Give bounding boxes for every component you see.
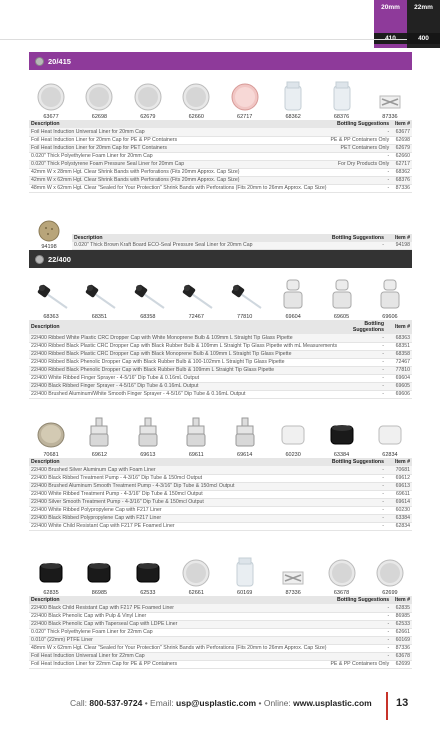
product-69613[interactable] — [128, 416, 168, 458]
product-68358[interactable] — [128, 282, 168, 320]
table-header — [29, 120, 412, 128]
product-68362[interactable] — [273, 80, 313, 120]
product-62661[interactable] — [176, 558, 216, 596]
row-description: 22/400 White Child Resistant Cap with F217 PE Foamed Liner — [29, 522, 310, 530]
dropper-icon — [33, 282, 69, 312]
row-description: Foil Heat Induction Universal Liner for 20mm Cap — [29, 128, 328, 136]
product-69611[interactable] — [176, 416, 216, 458]
row-description: 22/400 Ribbed Black Plastic CRC Dropper Cap with Black Monoprene Bulb & 109mm L Straight Tip Glass Pipette — [29, 350, 339, 358]
table-row[interactable] — [29, 644, 412, 652]
section-20-415 — [29, 52, 412, 193]
product-62660[interactable] — [176, 82, 216, 120]
row-description: 0.020" Thick Brown Kraft Board ECO-Seal Pressure Seal Liner for 20mm Cap — [72, 242, 312, 250]
tab-22mm-label: 22mm — [414, 4, 433, 11]
table-row[interactable] — [29, 604, 412, 612]
row-item-number: 69606 — [386, 390, 412, 398]
white-disc-icon — [181, 558, 211, 588]
header-description: Description — [29, 320, 339, 334]
sprayer-icon — [280, 278, 306, 312]
call-label: Call: — [70, 698, 88, 708]
table-row[interactable] — [29, 358, 412, 366]
row-item-number: 62661 — [391, 628, 412, 636]
product-table — [29, 120, 412, 193]
footer-divider — [386, 692, 388, 720]
product-code: 69605 — [333, 314, 350, 320]
product-table — [72, 234, 412, 251]
row-bottling: - — [328, 168, 391, 176]
row-item-number: 86985 — [391, 612, 412, 620]
row-bottling: - — [339, 366, 386, 374]
table-row[interactable] — [29, 390, 412, 398]
row-description: 22/400 Black Ribbed Finger Sprayer - 4-5/16" Dip Tube & 0.16mL Output — [29, 382, 339, 390]
dropper-icon — [130, 282, 166, 312]
row-bottling: - — [339, 342, 386, 350]
dropper-icon — [227, 282, 263, 312]
pump-icon — [136, 416, 160, 450]
row-bottling: - — [339, 390, 386, 398]
row-bottling: - — [328, 612, 391, 620]
row-item-number: 63678 — [391, 652, 412, 660]
product-62679[interactable] — [128, 82, 168, 120]
row-description: 22/400 Ribbed Black Plastic CRC Dropper Cap with Black Rubber Bulb & 109mm L Straight Tip Glass Pipette with mL Measurements — [31, 343, 338, 349]
product-62834[interactable] — [370, 420, 410, 458]
product-63677[interactable] — [31, 82, 71, 120]
black-cap-icon — [133, 558, 163, 588]
product-code: 72467 — [188, 314, 204, 320]
row-description: Foil Heat Induction Universal Liner for 22mm Cap — [29, 652, 328, 660]
row-item-number: 63677 — [391, 128, 412, 136]
row-item-number: 62533 — [391, 620, 412, 628]
row-description: 42mm W x 28mm Hgt. Clear Shrink Bands with Perforations (Fits 20mm Approx. Cap Size) — [29, 168, 328, 176]
product-code: 68362 — [285, 114, 301, 120]
row-description: 22/400 Black Phenolic Cap with Pulp & Vinyl Liner — [29, 612, 328, 620]
table-row[interactable] — [29, 474, 412, 482]
table-row[interactable] — [29, 152, 412, 160]
product-code: 62660 — [188, 114, 204, 120]
product-code: 62834 — [382, 452, 398, 458]
row-item-number: 69613 — [386, 482, 412, 490]
cap-icon — [35, 255, 44, 264]
white-cap-icon — [278, 420, 308, 450]
row-item-number: 72467 — [386, 358, 412, 366]
product-63384[interactable] — [322, 420, 362, 458]
row-item-number: 87336 — [391, 184, 412, 192]
table-row[interactable] — [72, 242, 412, 250]
header-description: Description — [29, 120, 328, 128]
product-code: 94198 — [41, 244, 57, 250]
table-row[interactable] — [29, 176, 412, 184]
white-disc-icon — [327, 558, 357, 588]
table-row[interactable] — [29, 514, 412, 522]
product-code: 63678 — [333, 590, 350, 596]
row-item-number: 62660 — [391, 152, 412, 160]
email-label: • Email: — [144, 698, 174, 708]
row-description: 22/400 Silver Smooth Treatment Pump - 4-3/16" Dip Tube & 150mcl Output — [29, 498, 310, 506]
table-header — [72, 234, 412, 242]
white-cap-icon — [375, 420, 405, 450]
silver-cap-icon — [36, 420, 66, 450]
row-bottling: - — [310, 506, 386, 514]
row-bottling: - — [328, 628, 391, 636]
product-code: 68358 — [140, 314, 156, 320]
product-87336[interactable] — [370, 92, 410, 120]
product-code: 62699 — [382, 590, 398, 596]
table-row[interactable] — [29, 136, 412, 144]
white-disc-icon — [375, 558, 405, 588]
product-63678[interactable] — [322, 558, 362, 596]
row-item-number: 69611 — [386, 490, 412, 498]
product-94198[interactable] — [29, 220, 69, 250]
table-row[interactable] — [29, 160, 412, 168]
table-row[interactable] — [29, 490, 412, 498]
product-69604[interactable] — [273, 278, 313, 320]
row-bottling: - — [310, 474, 386, 482]
table-row[interactable] — [29, 506, 412, 514]
header-bottling: Bottling Suggestions — [312, 234, 386, 242]
product-code: 68351 — [91, 314, 108, 320]
page-number: 13 — [396, 697, 409, 709]
printed-band-icon — [281, 568, 305, 588]
tab-22mm-finish: 400 — [407, 33, 440, 44]
table-row[interactable] — [29, 342, 412, 350]
row-bottling: PE & PP Containers Only — [330, 661, 390, 667]
row-item-number: 69605 — [386, 382, 412, 390]
product-62533[interactable] — [128, 558, 168, 596]
product-69614[interactable] — [225, 416, 265, 458]
table-row[interactable] — [29, 466, 412, 474]
product-code: 86985 — [91, 590, 108, 596]
row-description: 48mm W x 62mm Hgt. Clear "Sealed for Your Protection" Shrink Bands with Perforations (Fits 20mm to 26mm Approx. Cap Size) — [31, 185, 327, 191]
website-link[interactable]: www.usplastic.com — [293, 698, 372, 708]
row-item-number: 62835 — [391, 604, 412, 612]
product-72467[interactable] — [176, 282, 216, 320]
row-description: 22/400 Brushed Silver Aluminum Cap with Foam Liner — [29, 466, 310, 474]
header-description: Description — [72, 234, 312, 242]
table-row[interactable] — [29, 612, 412, 620]
table-header — [29, 458, 412, 466]
printed-band-icon — [378, 92, 402, 112]
product-images — [29, 414, 412, 458]
product-68376[interactable] — [322, 80, 362, 120]
row-item-number: 62834 — [386, 522, 412, 530]
row-description: 22/400 Brushed Aluminum/White Smooth Finger Sprayer - 4-5/16" Dip Tube & 0.16mL Output — [29, 390, 339, 398]
row-bottling: - — [339, 350, 386, 358]
dropper-icon — [81, 282, 117, 312]
product-62699[interactable] — [370, 558, 410, 596]
product-code: 70681 — [43, 452, 59, 458]
sprayer-icon — [377, 278, 403, 312]
product-code: 62679 — [140, 114, 156, 120]
row-bottling: - — [328, 652, 391, 660]
black-cap-icon — [36, 558, 66, 588]
row-bottling: - — [310, 466, 386, 474]
row-item-number: 68363 — [386, 334, 412, 342]
row-bottling: - — [328, 604, 391, 612]
row-description: 0.020" Thick Polystyrene Foam Pressure Seal Liner for 20mm Cap — [29, 160, 328, 168]
row-description: 22/400 Ribbed White Plastic CRC Dropper Cap with White Monoprene Bulb & 109mm L Straight Tip Glass Pipette — [29, 334, 339, 342]
row-bottling: For Dry Products Only — [328, 160, 391, 168]
product-code: 69604 — [285, 314, 301, 320]
table-row[interactable] — [29, 652, 412, 660]
product-code: 69612 — [91, 452, 108, 458]
row-description: Foil Heat Induction Liner for 22mm Cap for PE & PP Containers — [29, 660, 328, 668]
tab-20mm-label: 20mm — [381, 4, 400, 11]
table-row[interactable] — [29, 168, 412, 176]
row-item-number: 77810 — [386, 366, 412, 374]
table-row[interactable] — [29, 184, 412, 192]
product-code: 77810 — [237, 314, 253, 320]
product-code: 63384 — [333, 452, 350, 458]
tab-22mm[interactable] — [407, 0, 440, 48]
row-bottling: - — [328, 128, 391, 136]
product-code: 60169 — [237, 590, 253, 596]
row-description: 22/400 Black Ribbed Treatment Pump - 4-3/16" Dip Tube & 150mcl Output — [29, 474, 310, 482]
row-bottling: - — [310, 482, 386, 490]
row-bottling: - — [328, 620, 391, 628]
table-row[interactable] — [29, 498, 412, 506]
header-item: Item # — [391, 120, 412, 128]
product-code: 68363 — [43, 314, 59, 320]
table-row[interactable] — [29, 482, 412, 490]
row-description: 22/400 Black Phenolic Cap with Taperseal Cap with LDPE Liner — [29, 620, 328, 628]
header-description: Description — [29, 596, 328, 604]
table-row[interactable] — [29, 144, 412, 152]
table-row[interactable] — [29, 128, 412, 136]
product-table — [29, 320, 412, 399]
product-code: 69606 — [382, 314, 398, 320]
table-row[interactable] — [29, 374, 412, 382]
product-60169[interactable] — [225, 556, 265, 596]
white-disc-icon — [181, 82, 211, 112]
row-item-number: 69614 — [386, 498, 412, 506]
row-item-number: 60230 — [386, 506, 412, 514]
contact-line — [70, 698, 372, 708]
product-69605[interactable] — [322, 278, 362, 320]
table-header — [29, 320, 412, 334]
table-row[interactable] — [29, 522, 412, 530]
row-description: 22/400 Black Ribbed Polypropylene Cap with F217 Liner — [29, 514, 310, 522]
pump-icon — [87, 416, 111, 450]
row-item-number: 69612 — [386, 474, 412, 482]
row-item-number: 68362 — [391, 168, 412, 176]
row-bottling: - — [328, 644, 391, 652]
dropper-icon — [178, 282, 214, 312]
row-description: 22/400 White Ribbed Polypropylene Cap with F217 Liner — [29, 506, 310, 514]
row-item-number: 60169 — [391, 636, 412, 644]
product-70681[interactable] — [31, 420, 71, 458]
table-row[interactable] — [29, 350, 412, 358]
product-62698[interactable] — [79, 82, 119, 120]
product-code: 69611 — [188, 452, 204, 458]
row-bottling: - — [312, 242, 386, 250]
row-description: 22/400 White Ribbed Treatment Pump - 4-3/16" Dip Tube & 150mcl Output — [29, 490, 310, 498]
email-link[interactable]: usp@usplastic.com — [176, 698, 257, 708]
section-22-400-caps — [29, 552, 412, 669]
product-code: 69614 — [237, 452, 253, 458]
header-bottling: Bottling Suggestions — [328, 596, 391, 604]
row-description: 22/400 Black Child Resistant Cap with F217 PE Foamed Liner — [29, 604, 328, 612]
row-description: 22/400 Ribbed Black Phenolic Dropper Cap with Black Rubber Bulb & 109mm L Straight Tip Glass Pipette — [29, 366, 339, 374]
header-item: Item # — [386, 320, 412, 334]
row-description: 22/400 Ribbed Black Phenolic Dropper Cap with Black Rubber Bulb & 100-102mm L Straight Tip Glass Pipette — [29, 358, 339, 366]
row-description: 48mm W x 62mm Hgt. Clear "Sealed for Your Protection" Shrink Bands with Perforations (Fits 20mm to 26mm Approx. Cap Size) — [31, 645, 327, 651]
row-description: 42mm W x 62mm Hgt. Clear Shrink Bands with Perforations (Fits 20mm Approx. Cap Size) — [29, 176, 328, 184]
product-code: 87336 — [285, 590, 301, 596]
product-images — [29, 268, 412, 320]
section-kraft-liner — [29, 220, 412, 250]
row-bottling: - — [339, 374, 386, 382]
product-table — [29, 596, 412, 669]
row-bottling: PE & PP Containers Only — [330, 137, 390, 143]
pink-disc-icon — [230, 82, 260, 112]
row-item-number: 87336 — [391, 644, 412, 652]
row-item-number: 94198 — [386, 242, 412, 250]
header-item: Item # — [386, 458, 412, 466]
row-description: 0.010" (22mm) PTFE Liner — [29, 636, 328, 644]
white-disc-icon — [133, 82, 163, 112]
product-69606[interactable] — [370, 278, 410, 320]
row-item-number: 62698 — [391, 136, 412, 144]
row-bottling: - — [339, 334, 386, 342]
row-bottling: - — [328, 184, 391, 192]
table-row[interactable] — [29, 334, 412, 342]
table-row[interactable] — [29, 628, 412, 636]
product-60230[interactable] — [273, 420, 313, 458]
row-description: 0.020" Thick Polyethylene Foam Liner for 22mm Cap — [29, 628, 328, 636]
sprayer-icon — [329, 278, 355, 312]
product-images — [29, 70, 412, 120]
phone-link[interactable]: 800-537-9724 — [89, 698, 143, 708]
row-item-number: 62679 — [391, 144, 412, 152]
table-row[interactable] — [29, 382, 412, 390]
row-bottling: - — [310, 522, 386, 530]
pump-icon — [233, 416, 257, 450]
product-code: 62835 — [43, 590, 59, 596]
product-86985[interactable] — [79, 558, 119, 596]
table-row[interactable] — [29, 660, 412, 668]
section-band — [29, 250, 412, 268]
row-description: Foil Heat Induction Liner for 20mm Cap for PET Containers — [29, 144, 328, 152]
pump-icon — [184, 416, 208, 450]
product-code: 69613 — [140, 452, 156, 458]
row-description: 22/400 White Ribbed Finger Sprayer - 4-5/16" Dip Tube & 0.16mL Output — [29, 374, 339, 382]
header-item: Item # — [391, 596, 412, 604]
tab-20mm[interactable] — [374, 0, 407, 48]
cap-icon — [35, 57, 44, 66]
product-code: 62698 — [91, 114, 108, 120]
table-header — [29, 596, 412, 604]
row-bottling: - — [328, 636, 391, 644]
row-item-number: 62717 — [391, 160, 412, 168]
row-description: Foil Heat Induction Liner for 20mm Cap for PE & PP Containers — [29, 136, 328, 144]
clear-band-icon — [281, 80, 305, 112]
product-87336[interactable] — [273, 568, 313, 596]
white-disc-icon — [84, 82, 114, 112]
size-tabs — [374, 0, 440, 48]
row-item-number: 68351 — [386, 342, 412, 350]
online-label: • Online: — [258, 698, 291, 708]
product-62717[interactable] — [225, 82, 265, 120]
section-title: 20/415 — [48, 56, 71, 66]
product-68351[interactable] — [79, 282, 119, 320]
section-22-400-pumps — [29, 414, 412, 531]
product-code: 68376 — [333, 114, 350, 120]
row-description: 22/400 Brushed Aluminum Smooth Treatment Pump - 4-3/16" Dip Tube & 150mcl Output — [29, 482, 310, 490]
row-bottling: - — [328, 152, 391, 160]
row-bottling: PET Containers Only — [328, 144, 391, 152]
product-code: 62661 — [188, 590, 204, 596]
section-22-400 — [29, 250, 412, 399]
header-bottling: Bottling Suggestions — [339, 320, 386, 334]
clear-band-icon — [330, 80, 354, 112]
header-item: Item # — [386, 234, 412, 242]
row-bottling: - — [339, 358, 386, 366]
row-item-number: 62699 — [391, 660, 412, 668]
row-description: 0.020" Thick Polyethylene Foam Liner for 20mm Cap — [29, 152, 328, 160]
product-68363[interactable] — [31, 282, 71, 320]
product-code: 60230 — [285, 452, 301, 458]
header-bottling: Bottling Suggestions — [328, 120, 391, 128]
table-row[interactable] — [29, 636, 412, 644]
clear-band-icon — [233, 556, 257, 588]
black-cap-icon — [327, 420, 357, 450]
product-77810[interactable] — [225, 282, 265, 320]
product-code: 62717 — [237, 114, 253, 120]
product-table — [29, 458, 412, 531]
table-row[interactable] — [29, 366, 412, 374]
row-item-number: 63384 — [386, 514, 412, 522]
section-band — [29, 52, 412, 70]
row-item-number: 68376 — [391, 176, 412, 184]
row-bottling: - — [310, 514, 386, 522]
white-disc-icon — [36, 82, 66, 112]
product-62835[interactable] — [31, 558, 71, 596]
kraft-disc-icon — [38, 220, 60, 242]
product-69612[interactable] — [79, 416, 119, 458]
row-bottling: - — [310, 490, 386, 498]
row-item-number: 69604 — [386, 374, 412, 382]
product-code: 87336 — [382, 114, 398, 120]
row-bottling: - — [310, 498, 386, 506]
header-description: Description — [29, 458, 310, 466]
table-row[interactable] — [29, 620, 412, 628]
row-bottling: - — [328, 176, 391, 184]
product-images — [29, 552, 412, 596]
header-bottling: Bottling Suggestions — [310, 458, 386, 466]
product-code: 63677 — [43, 114, 59, 120]
product-code: 62533 — [140, 590, 156, 596]
row-item-number: 68358 — [386, 350, 412, 358]
header-divider — [0, 39, 407, 40]
black-cap-icon — [84, 558, 114, 588]
row-item-number: 70681 — [386, 466, 412, 474]
row-bottling: - — [339, 382, 386, 390]
section-title: 22/400 — [48, 254, 71, 264]
